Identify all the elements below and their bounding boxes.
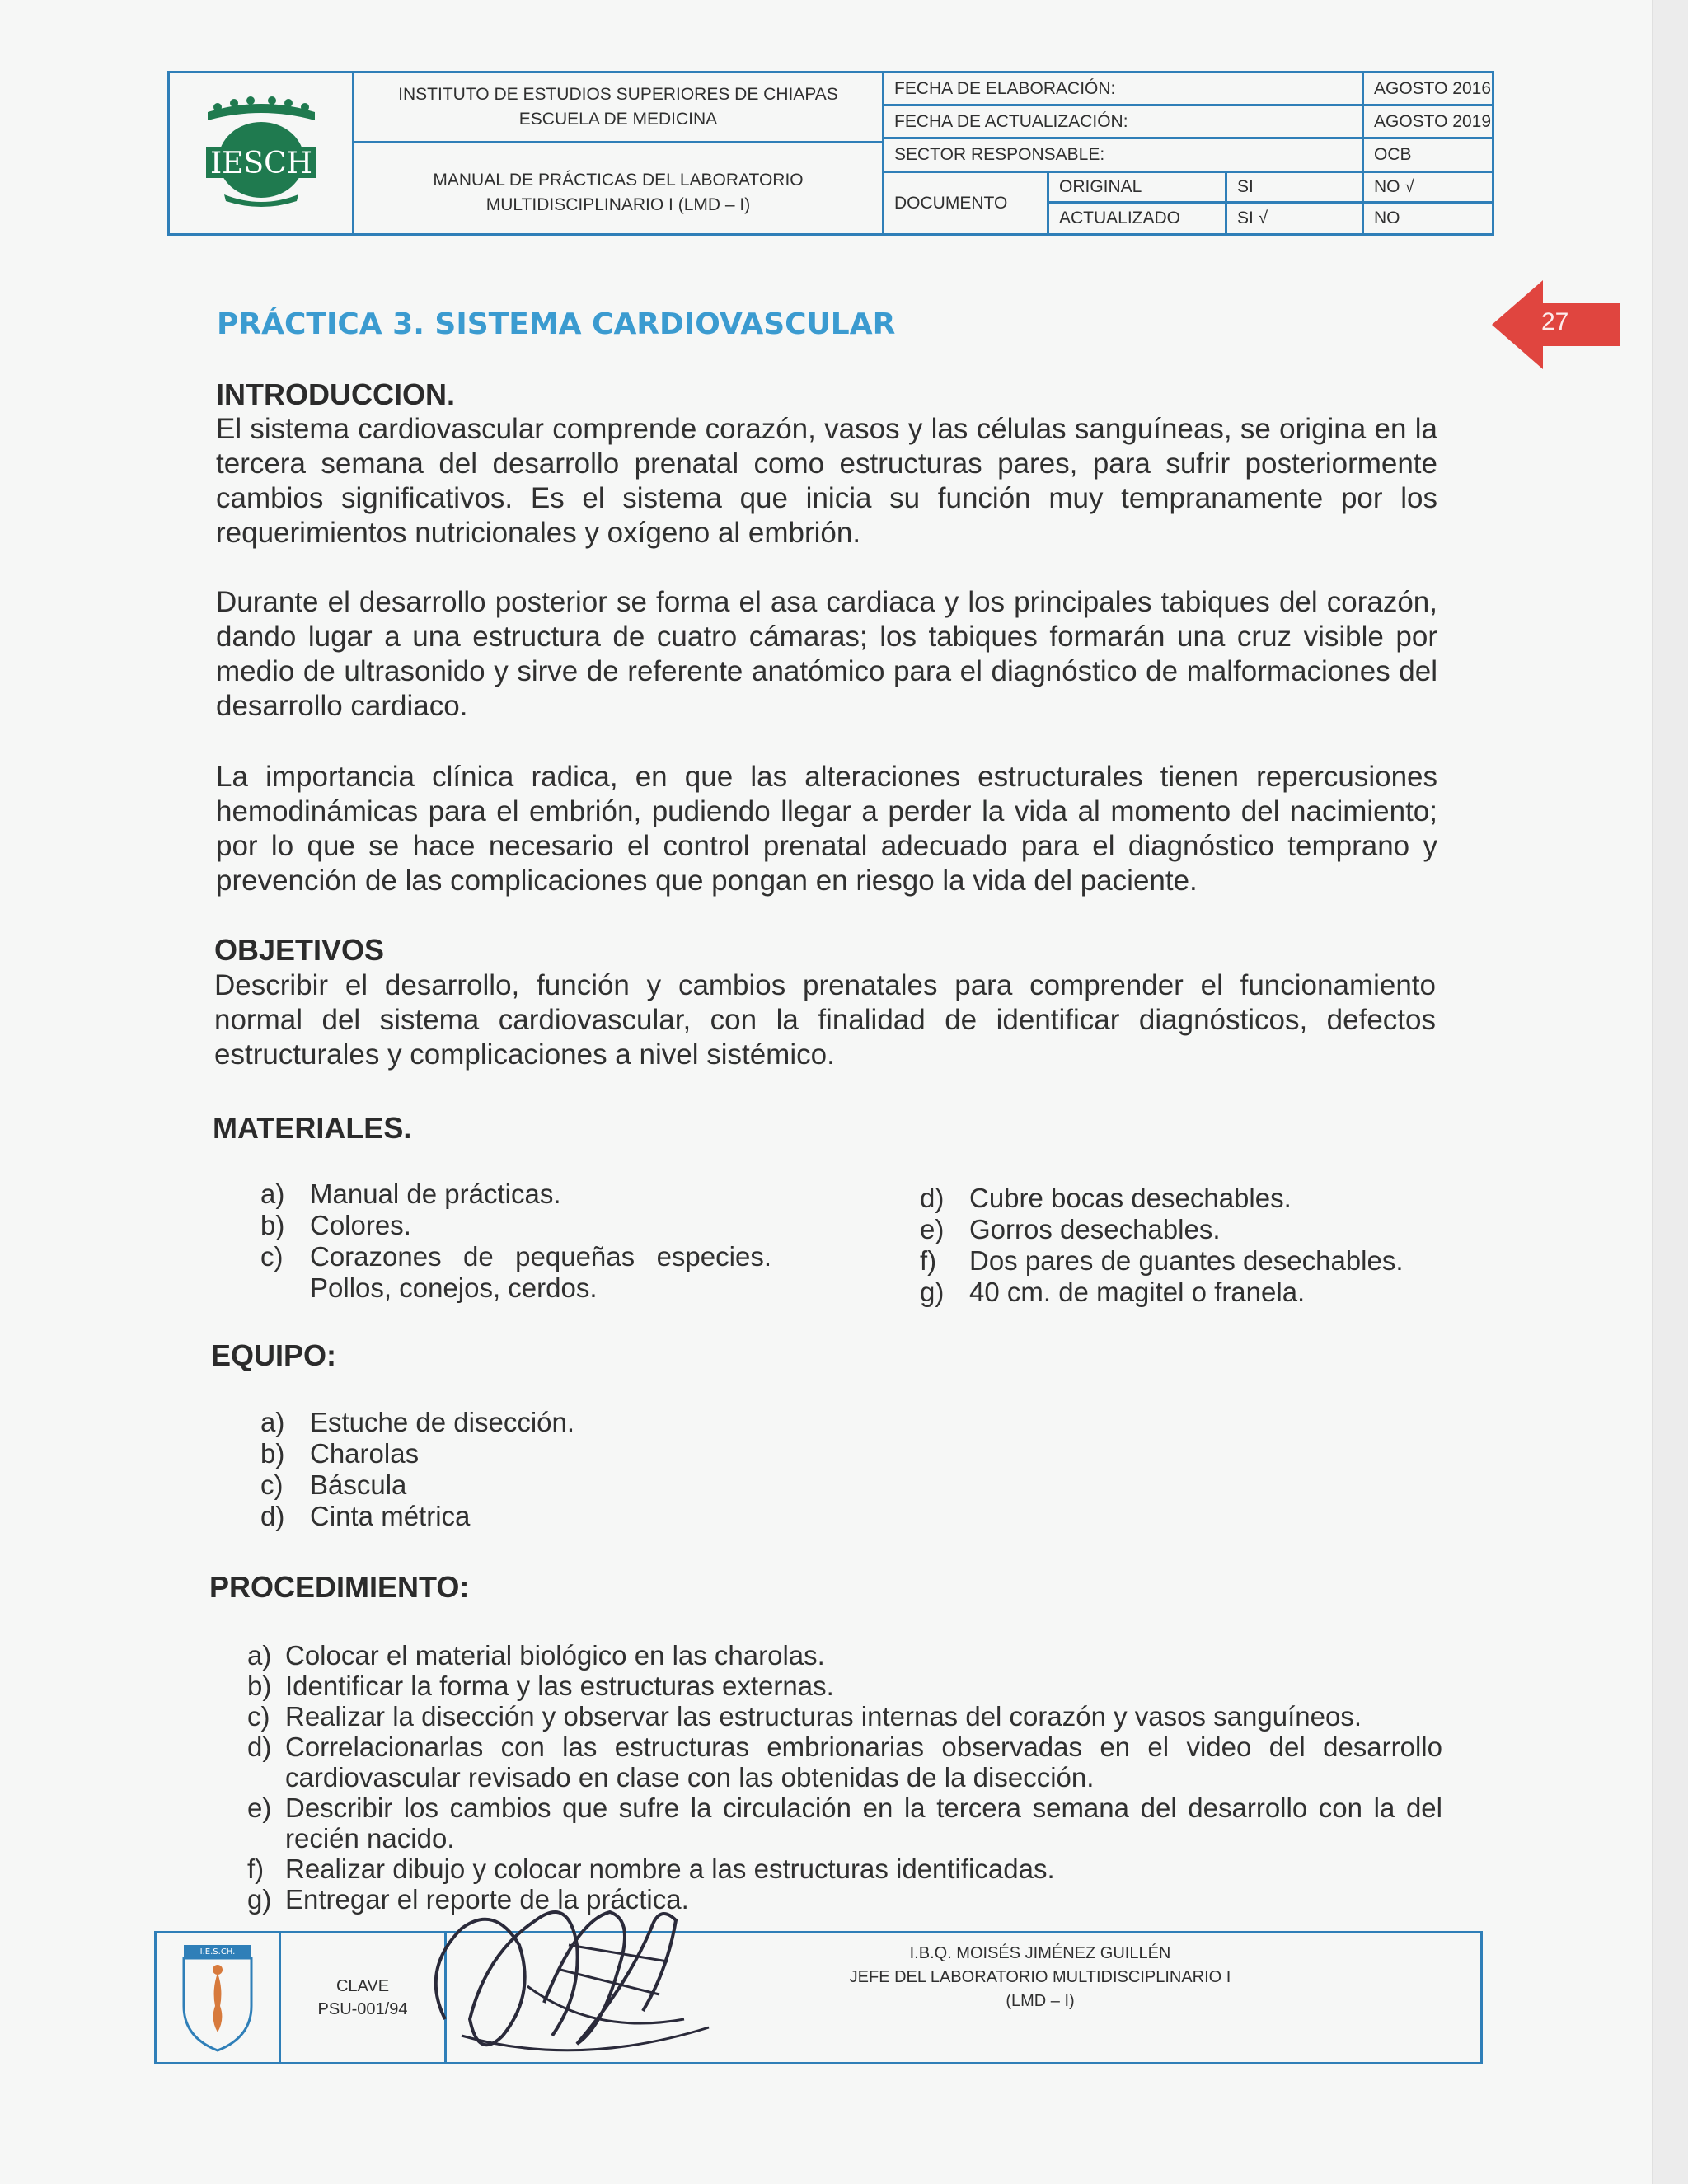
actualizado-label: ACTUALIZADO bbox=[1049, 204, 1227, 233]
intro-paragraph-3: La importancia clínica radica, en que las alteraciones estructurales tienen repercusiones hemodinámicas para el embrión, pudiendo llegar a perder la vida al momento del nacimiento; por lo que se hace necesario el control prenatal adecuado para el diagnóstico temprano y prevención de las complicaciones que pongan en riesgo la vida del paciente. bbox=[216, 761, 1437, 897]
list-item: f) Dos pares de guantes desechables. bbox=[920, 1245, 1404, 1276]
actualizado-si: SI √ bbox=[1227, 204, 1364, 233]
list-item: b) Identificar la forma y las estructuras externas. bbox=[247, 1671, 834, 1701]
iesch-seal bbox=[157, 1933, 281, 2062]
list-item: g) 40 cm. de magitel o franela. bbox=[920, 1277, 1306, 1307]
signatory-block bbox=[785, 1942, 1296, 2013]
signatory-role: JEFE DEL LABORATORIO MULTIDISCIPLINARIO I bbox=[849, 1968, 1231, 1986]
page-edge bbox=[1652, 0, 1688, 2184]
list-item: a) Manual de prácticas. bbox=[260, 1179, 561, 1209]
fecha-elaboracion-value: AGOSTO 2016 bbox=[1364, 73, 1492, 106]
signatory-role-abbrev: (LMD – I) bbox=[1006, 1992, 1075, 2010]
list-item: c) Báscula bbox=[260, 1469, 407, 1500]
clave-value: PSU-001/94 bbox=[317, 2000, 408, 2018]
intro-paragraph-2: Durante el desarrollo posterior se forma el asa cardiaca y los principales tabiques del corazón, dando lugar a una estructura de cuatro cámaras; los tabiques formarán una cruz visible por medio de ultrasonido y sirve de referente anatómico para el diagnóstico de malformaciones del desarrollo cardiaco. bbox=[216, 586, 1437, 722]
handwritten-signature bbox=[412, 1871, 791, 2069]
clave-label: CLAVE bbox=[335, 1977, 390, 1995]
equipo-list bbox=[260, 1407, 837, 1532]
original-no: NO √ bbox=[1364, 173, 1492, 204]
list-item: e) Describir los cambios que sufre la circulación en la tercera semana del desarrollo con la del recién nacido. bbox=[247, 1793, 1442, 1854]
list-item: g) Entregar el reporte de la práctica. bbox=[247, 1884, 689, 1915]
list-item: d) Cinta métrica bbox=[260, 1501, 471, 1531]
intro-paragraph-1: El sistema cardiovascular comprende corazón, vasos y las células sanguíneas, se origina en la tercera semana del desarrollo prenatal como estructuras pares, para sufrir posteriormente cambios significativos. Es el sistema que inicia su función muy tempranamente por los requerimientos nutricionales y oxígeno al embrión. bbox=[216, 413, 1437, 549]
institution-name: INSTITUTO DE ESTUDIOS SUPERIORES DE CHIAPAS bbox=[398, 85, 838, 104]
list-item: d) Correlacionarlas con las estructuras embrionarias observadas en el video del desarrollo cardiovascular revisado en clase con las obtenidas de la disección. bbox=[247, 1732, 1442, 1793]
document-footer-table bbox=[154, 1931, 1483, 2064]
signatory-name: I.B.Q. MOISÉS JIMÉNEZ GUILLÉN bbox=[909, 1944, 1171, 1962]
fecha-elaboracion-label: FECHA DE ELABORACIÓN: bbox=[884, 73, 1364, 106]
original-label: ORIGINAL bbox=[1049, 173, 1227, 204]
school-name: ESCUELA DE MEDICINA bbox=[518, 110, 718, 129]
materiales-list-right bbox=[920, 1183, 1447, 1308]
iesch-logo-icon bbox=[199, 96, 323, 211]
list-item: e) Gorros desechables. bbox=[920, 1214, 1221, 1244]
list-item: b) Charolas bbox=[260, 1438, 420, 1469]
seal-icon bbox=[172, 1940, 263, 2055]
objetivos-heading: OBJETIVOS bbox=[214, 933, 385, 967]
fecha-actualizacion-label: FECHA DE ACTUALIZACIÓN: bbox=[884, 106, 1364, 139]
intro-heading: INTRODUCCION. bbox=[216, 377, 455, 411]
materiales-list-left bbox=[260, 1179, 788, 1304]
document-info-grid bbox=[884, 73, 1492, 233]
list-item: a) Estuche de disección. bbox=[260, 1407, 575, 1437]
iesch-logo bbox=[170, 73, 354, 233]
list-item: c) Realizar la disección y observar las estructuras internas del corazón y vasos sanguíneos. bbox=[247, 1701, 1362, 1732]
actualizado-no: NO bbox=[1374, 209, 1400, 227]
list-item: a) Colocar el material biológico en las charolas. bbox=[247, 1640, 825, 1671]
manual-title-line2: MULTIDISCIPLINARIO I (LMD – I) bbox=[485, 194, 751, 214]
sector-label: SECTOR RESPONSABLE: bbox=[884, 139, 1364, 173]
svg-text:I.E.S.CH.: I.E.S.CH. bbox=[199, 1947, 236, 1957]
objetivos-text: Describir el desarrollo, función y cambios prenatales para comprender el funcionamiento normal del sistema cardiovascular, con la finalidad de identificar diagnósticos, defectos estructurales y complicaciones a nivel sistémico. bbox=[214, 969, 1436, 1071]
list-item: b) Colores. bbox=[260, 1210, 411, 1240]
fecha-actualizacion-value: AGOSTO 2019 bbox=[1364, 106, 1492, 139]
practice-title: PRÁCTICA 3. SISTEMA CARDIOVASCULAR bbox=[217, 307, 896, 341]
sector-value: OCB bbox=[1364, 139, 1492, 173]
materiales-heading: MATERIALES. bbox=[213, 1111, 412, 1145]
list-item: f) Realizar dibujo y colocar nombre a las estructuras identificadas. bbox=[247, 1854, 1055, 1884]
document-header-table bbox=[167, 71, 1494, 236]
manual-title-line1: MANUAL DE PRÁCTICAS DEL LABORATORIO bbox=[433, 170, 804, 190]
svg-text:IESCH: IESCH bbox=[209, 147, 312, 180]
institution-cell bbox=[354, 73, 884, 233]
list-item: c) Corazones de pequeñas especies. Pollos, conejos, cerdos. bbox=[260, 1241, 771, 1303]
list-item: d) Cubre bocas desechables. bbox=[920, 1183, 1292, 1213]
procedimiento-heading: PROCEDIMIENTO: bbox=[209, 1570, 470, 1604]
equipo-heading: EQUIPO: bbox=[211, 1338, 337, 1372]
page-number: 27 bbox=[1541, 308, 1569, 335]
original-si: SI bbox=[1227, 173, 1364, 204]
documento-label: DOCUMENTO bbox=[884, 173, 1049, 233]
